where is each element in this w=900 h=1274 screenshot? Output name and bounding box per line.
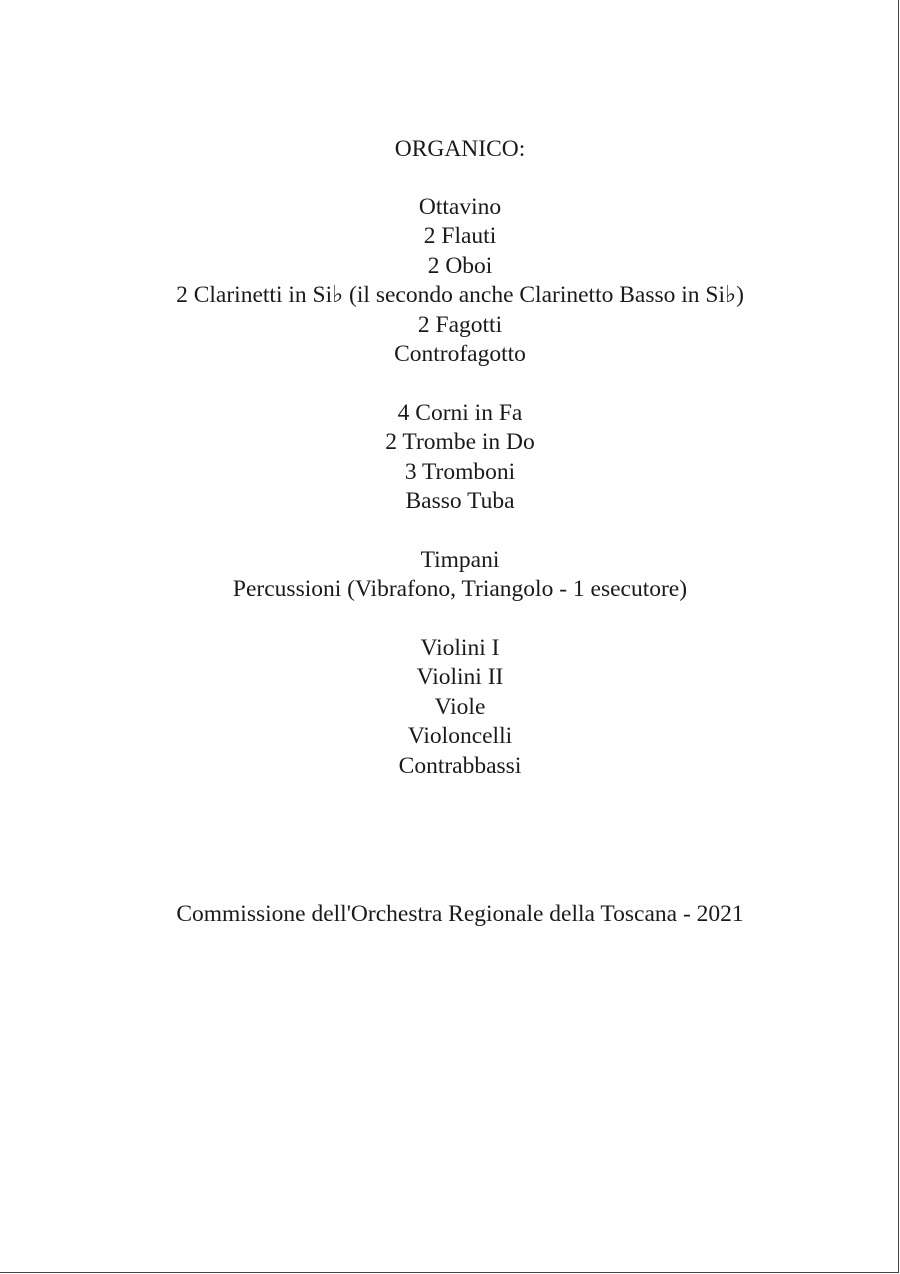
- instrument-line: Violoncelli: [407, 723, 513, 750]
- instrument-line: 2 Flauti: [423, 223, 497, 250]
- instrument-line: 2 Trombe in Do: [385, 429, 535, 456]
- instrument-line: Percussioni (Vibrafono, Triangolo - 1 esecutore): [232, 576, 688, 603]
- instrument-line: 3 Tromboni: [404, 458, 516, 485]
- instrument-line: 4 Corni in Fa: [397, 400, 523, 426]
- instrument-line: Basso Tuba: [405, 488, 515, 515]
- instrument-line: Violini II: [416, 664, 504, 691]
- instrument-line: Ottavino: [418, 194, 502, 220]
- woodwinds-section: [0, 193, 900, 369]
- instrument-line: Timpani: [420, 547, 500, 573]
- percussion-section: [0, 546, 900, 605]
- instrument-line: 2 Oboi: [427, 252, 493, 279]
- commission-note: Commissione dell'Orchestra Regionale della Toscana - 2021: [176, 901, 744, 927]
- instrument-line: Viole: [434, 693, 486, 720]
- instrument-line: Contrabbassi: [398, 752, 522, 779]
- instrument-line: 2 Clarinetti in Si♭ (il secondo anche Clarinetto Basso in Si♭): [176, 282, 744, 309]
- instrument-line: Controfagotto: [394, 341, 526, 368]
- strings-section: [0, 634, 900, 781]
- instrument-line: Violini I: [420, 635, 500, 661]
- page-title: ORGANICO:: [394, 136, 526, 162]
- brass-section: [0, 399, 900, 517]
- instrument-line: 2 Fagotti: [417, 311, 503, 338]
